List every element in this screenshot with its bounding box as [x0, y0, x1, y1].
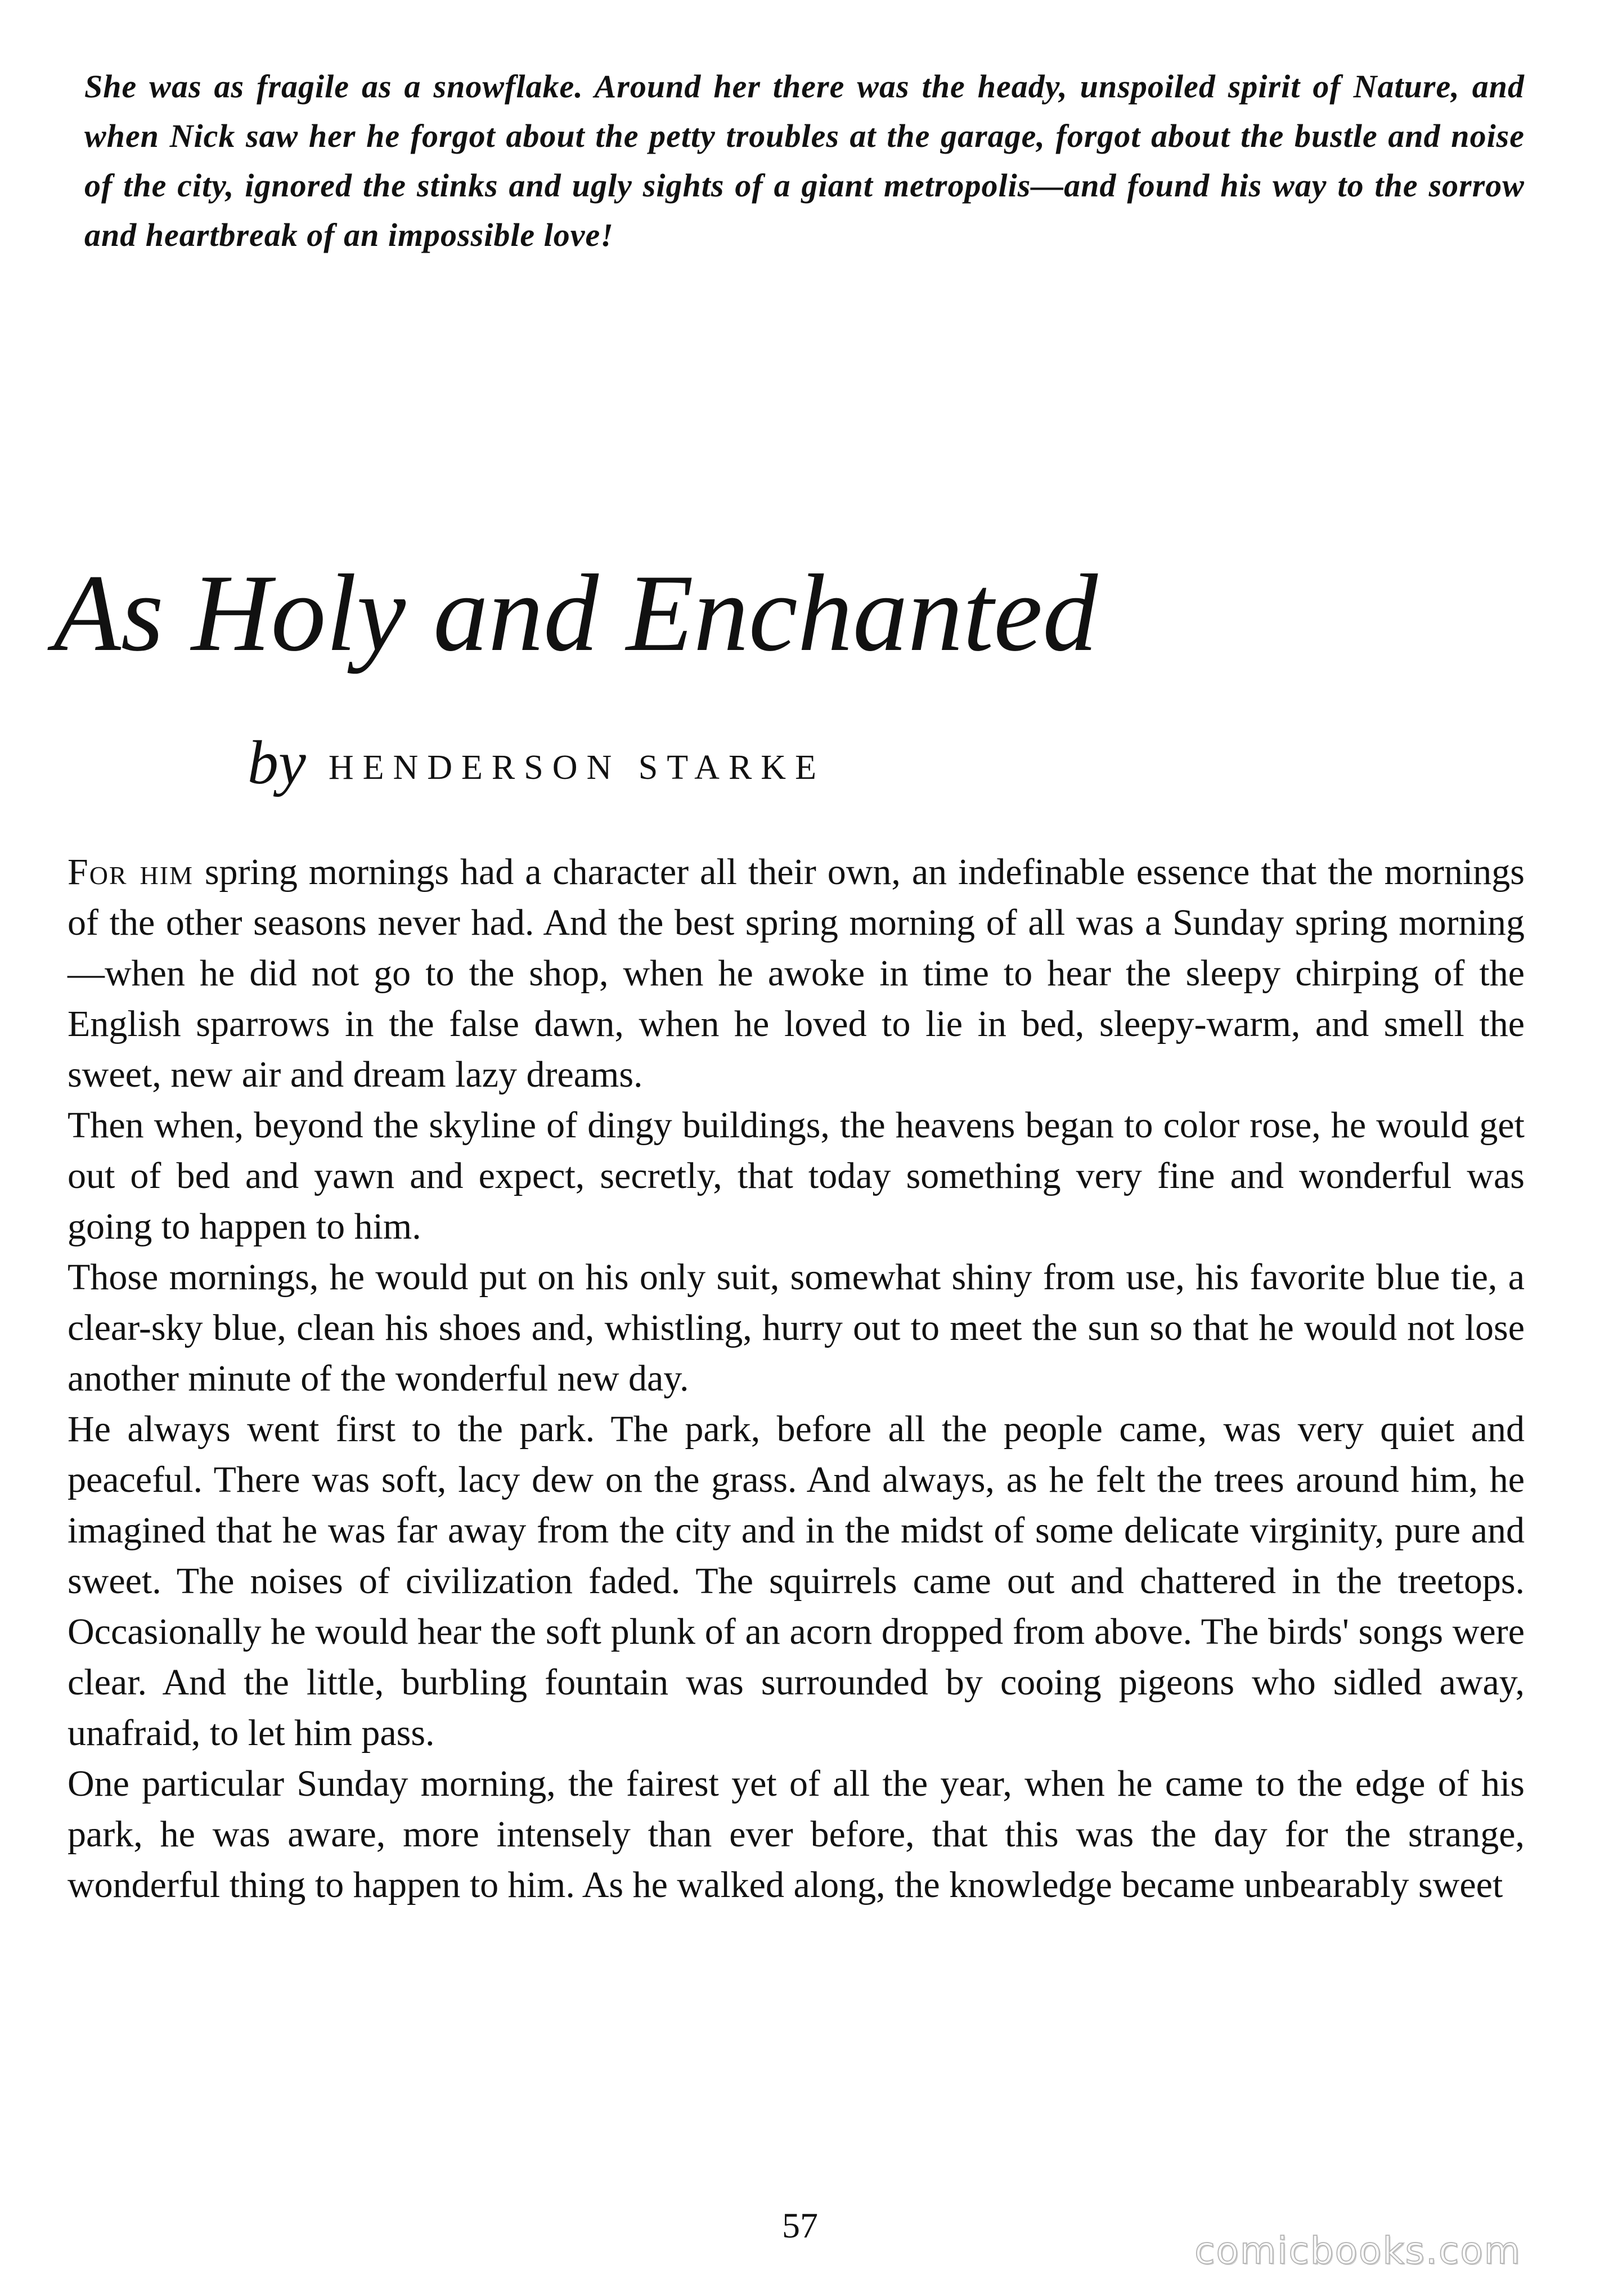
story-title: As Holy and Enchanted — [53, 552, 1098, 674]
byline-author: HENDERSON STARKE — [328, 748, 825, 787]
story-body — [68, 847, 1525, 1911]
story-paragraph-5: One particular Sunday morning, the fairest yet of all the year, when he came to the edge of his park, he was aware, more intensely than ever before, that this was the day for the strange, wonderful thing to happen to him. As he walked along, the knowledge became unbearably sweet — [68, 1763, 1525, 1905]
story-paragraph-3: Those mornings, he would put on his only suit, somewhat shiny from use, his favorite blue tie, a clear-sky blue, clean his shoes and, whistling, hurry out to meet the sun so that he would not lose another minute of the wonderful new day. — [68, 1257, 1525, 1399]
story-paragraph-1 — [68, 847, 1525, 1100]
byline-by: by — [248, 728, 306, 797]
byline — [248, 723, 825, 802]
story-blurb: She was as fragile as a snowflake. Around her there was the heady, unspoiled spirit of Nature, and when Nick saw her he forgot about the petty troubles at the garage, forgot about the bustle and noise of the city, ignored the stinks and ugly sights of a giant metropolis—and found his way to the sorrow and heartbreak of an impossible love! — [84, 68, 1525, 253]
page-number: 57 — [782, 2205, 818, 2245]
story-paragraph-4: He always went first to the park. The park, before all the people came, was very quiet and peaceful. There was soft, lacy dew on the grass. And always, as he felt the trees around him, he imagined that he was far away from the city and in the midst of some delicate virginity, pure and sweet. The noises of civilization faded. The squirrels came out and chattered in the treetops. Occasionally he would hear the soft plunk of an acorn dropped from above. The birds' songs were clear. And the little, burbling fountain was surrounded by cooing pigeons who sidled away, unafraid, to let him pass. — [68, 1409, 1525, 1754]
story-paragraph-1-text: spring mornings had a character all their own, an indefinable essence that the mornings of the other seasons never had. And the best spring morning of all was a Sunday spring morning—when he did not go to the shop, when he awoke in time to hear the sleepy chirping of the English sparrows in the false dawn, when he loved to lie in bed, sleepy-warm, and smell the sweet, new air and dream lazy dreams. — [68, 851, 1525, 1095]
story-paragraph-2: Then when, beyond the skyline of dingy buildings, the heavens began to color rose, he would get out of bed and yawn and expect, secretly, that today something very fine and wonderful was going to happen to him. — [68, 1105, 1525, 1247]
watermark: comicbooks.com — [1194, 2229, 1521, 2272]
story-lead-in: For him — [68, 851, 194, 893]
